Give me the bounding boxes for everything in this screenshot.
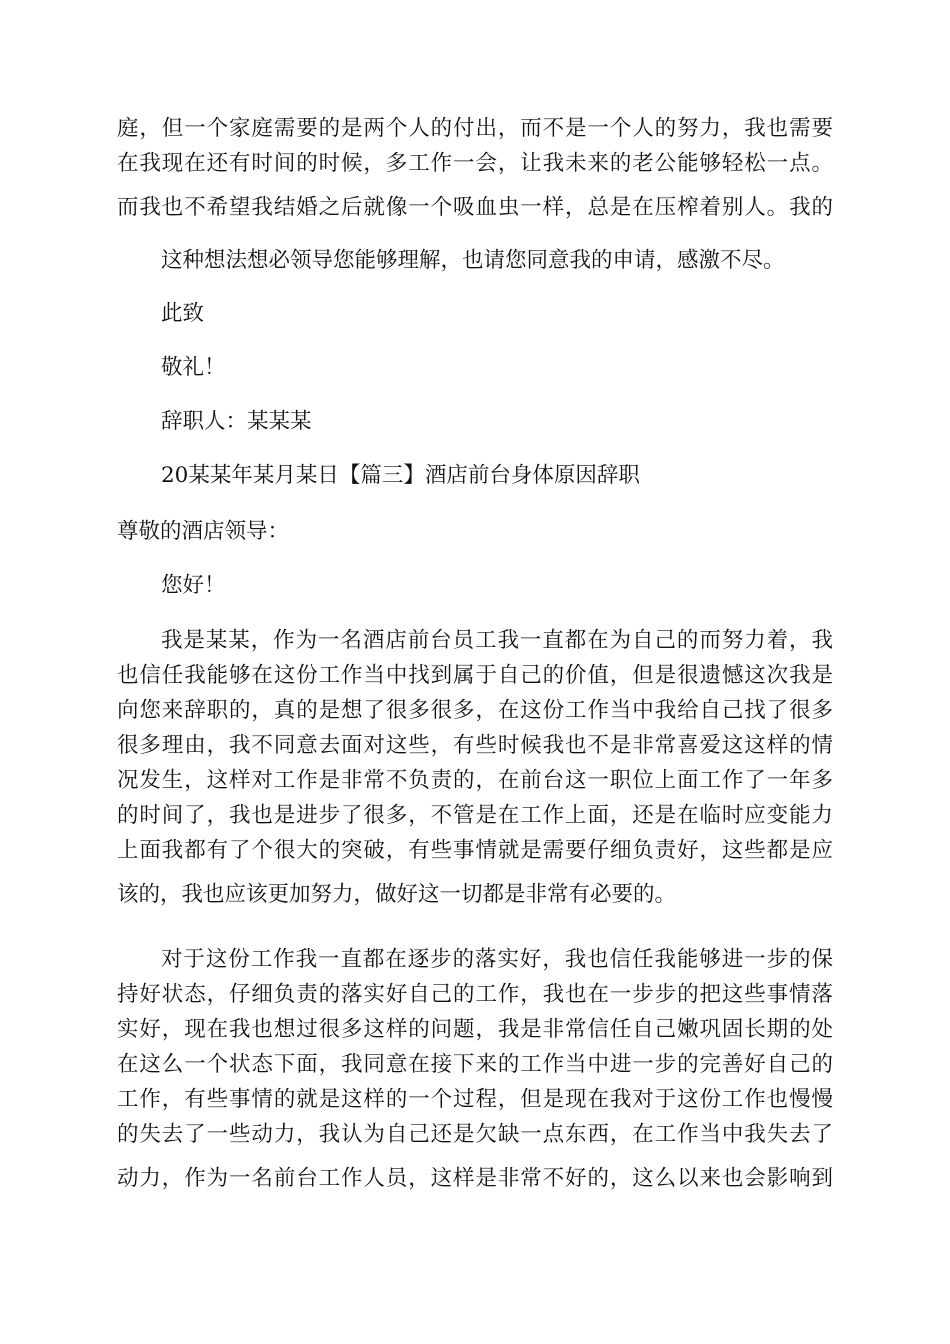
text-line: 工作，有些事情的就是这样的一个过程，但是现在我对于这份工作也慢慢 [117,1087,833,1112]
signer-line: 辞职人：某某某 [161,409,312,434]
section-heading: 20某某年某月某日【篇三】酒店前台身体原因辞职 [161,463,640,488]
text-line: 的时间了，我也是进步了很多，不管是在工作上面，还是在临时应变能力 [117,803,833,828]
text-line: 在我现在还有时间的时候，多工作一会，让我未来的老公能够轻松一点。 [117,151,833,176]
text-line: 我是某某，作为一名酒店前台员工我一直都在为自己的而努力着，我 [161,628,833,653]
greeting-line: 您好！ [161,573,226,598]
text-line: 而我也不希望我结婚之后就像一个吸血虫一样，总是在压榨着别人。我的 [117,195,833,220]
salutation-line: 敬礼！ [161,355,226,380]
text-line: 该的，我也应该更加努力，做好这一切都是非常有必要的。 [117,882,677,907]
text-line: 动力，作为一名前台工作人员，这样是非常不好的，这么以来也会影响到 [117,1166,833,1191]
text-line: 也信任我能够在这份工作当中找到属于自己的价值，但是很遗憾这次我是 [117,663,833,688]
text-line: 实好，现在我也想过很多这样的问题，我是非常信任自己嫩巩固长期的处 [117,1017,833,1042]
text-line: 庭，但一个家庭需要的是两个人的付出，而不是一个人的努力，我也需要 [117,116,833,141]
text-line: 的失去了一些动力，我认为自己还是欠缺一点东西，在工作当中我失去了 [117,1122,833,1147]
text-line: 很多理由，我不同意去面对这些，有些时候我也不是非常喜爱这这样的情 [117,733,833,758]
text-line: 向您来辞职的，真的是想了很多很多，在这份工作当中我给自己找了很多 [117,698,833,723]
text-line: 况发生，这样对工作是非常不负责的，在前台这一职位上面工作了一年多 [117,768,833,793]
text-line: 对于这份工作我一直都在逐步的落实好，我也信任我能够进一步的保 [161,947,833,972]
salutation-line: 此致 [161,301,205,326]
text-line: 持好状态，仔细负责的落实好自己的工作，我也在一步步的把这些事情落 [117,982,833,1007]
text-line: 上面我都有了个很大的突破，有些事情就是需要仔细负责好，这些都是应 [117,838,833,863]
addressee-line: 尊敬的酒店领导： [117,519,290,544]
closing-line: 这种想法想必领导您能够理解，也请您同意我的申请，感激不尽。 [161,248,785,273]
text-line: 在这么一个状态下面，我同意在接下来的工作当中进一步的完善好自己的 [117,1052,833,1077]
